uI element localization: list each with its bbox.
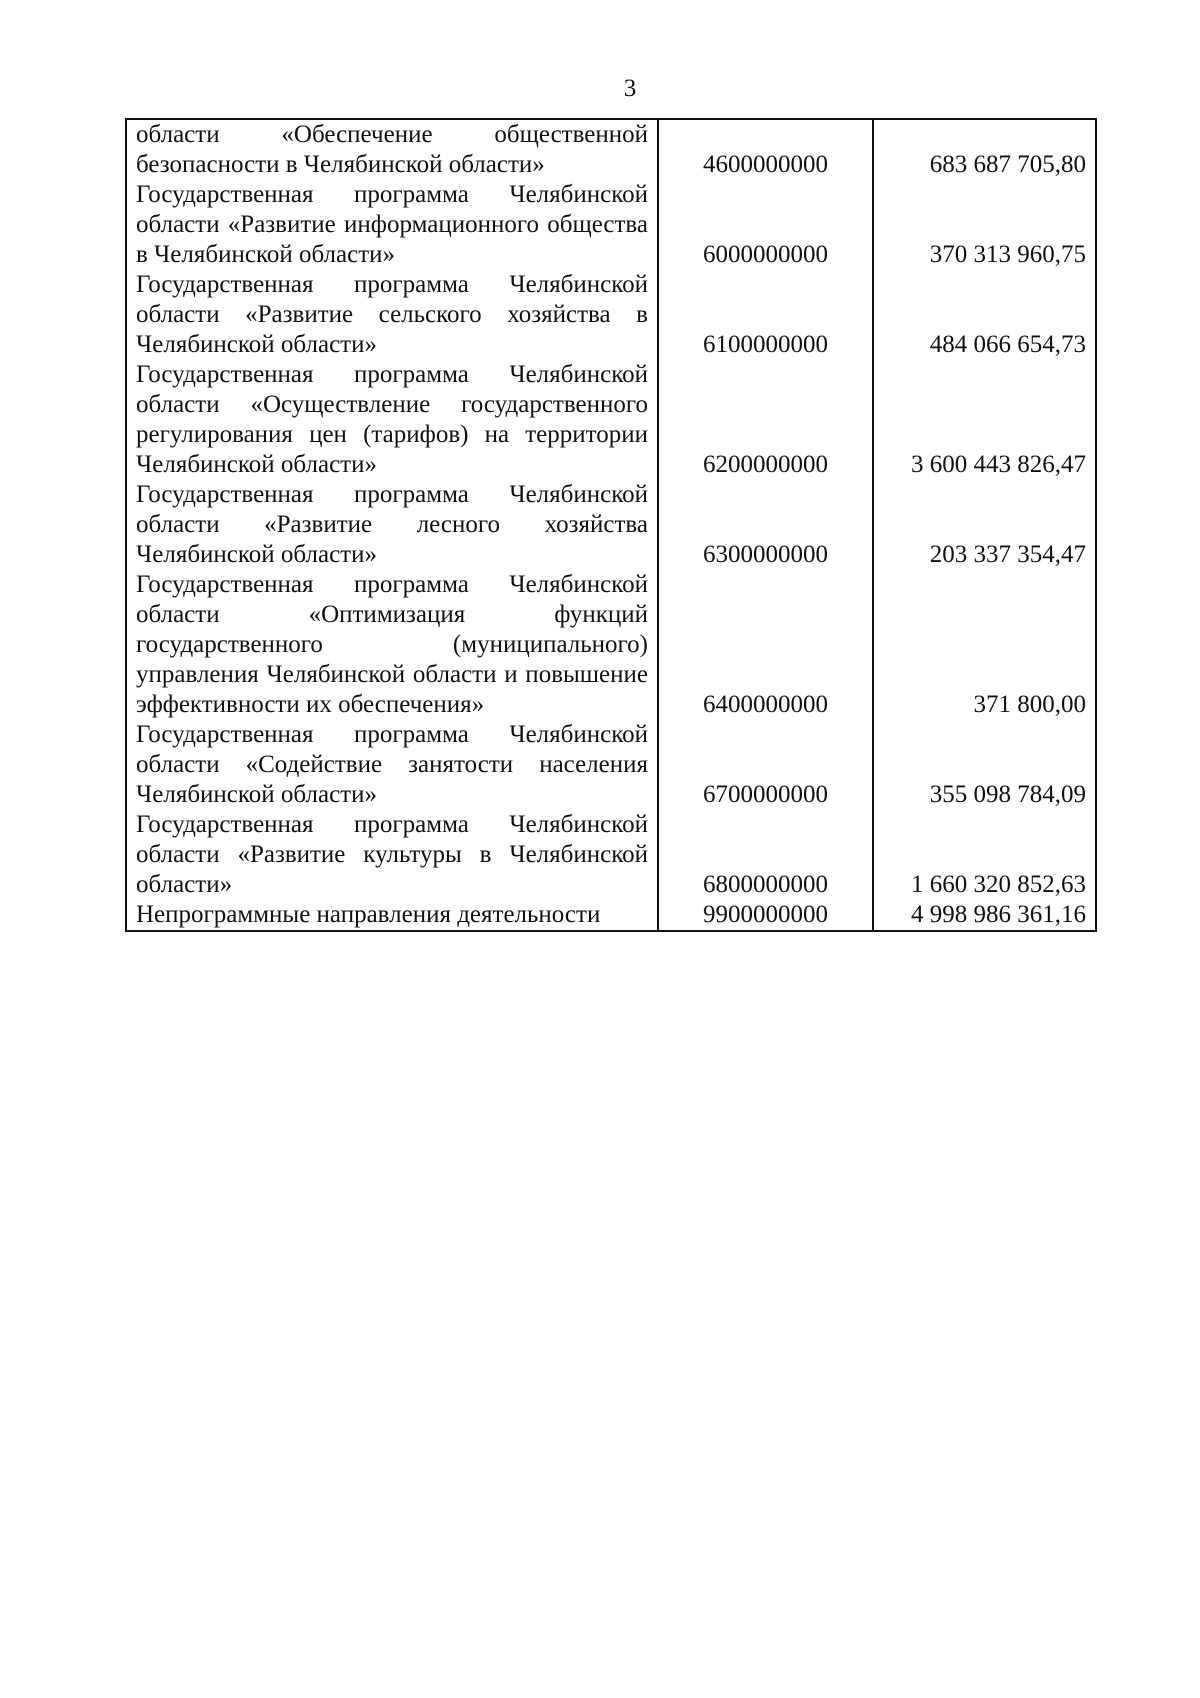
program-name: Государственная программа Челябинской области «Развитие лесного хозяйства Челябинской области» xyxy=(126,480,658,570)
program-name: Государственная программа Челябинской области «Осуществление государственного регулирования цен (тарифов) на территории Челябинской области» xyxy=(126,360,658,480)
program-code: 6000000000 xyxy=(658,180,873,270)
program-amount: 1 660 320 852,63 xyxy=(873,810,1096,900)
program-amount: 683 687 705,80 xyxy=(873,119,1096,180)
program-amount: 3 600 443 826,47 xyxy=(873,360,1096,480)
program-code: 6700000000 xyxy=(658,720,873,810)
program-name: области «Обеспечение общественной безопасности в Челябинской области» xyxy=(126,119,658,180)
table-row xyxy=(126,720,1096,810)
page-number: 3 xyxy=(623,75,637,102)
table-row xyxy=(126,570,1096,720)
table-row xyxy=(126,180,1096,270)
program-name: Государственная программа Челябинской области «Развитие информационного общества в Челябинской области» xyxy=(126,180,658,270)
table-row xyxy=(126,360,1096,480)
program-amount: 370 313 960,75 xyxy=(873,180,1096,270)
table-row xyxy=(126,900,1096,931)
program-code: 6200000000 xyxy=(658,360,873,480)
table-row xyxy=(126,119,1096,180)
program-name: Государственная программа Челябинской области «Развитие культуры в Челябинской области» xyxy=(126,810,658,900)
program-amount: 484 066 654,73 xyxy=(873,270,1096,360)
program-code: 6800000000 xyxy=(658,810,873,900)
program-name: Государственная программа Челябинской области «Оптимизация функций государственного (муниципального) управления Челябинской области и повышение эффективности их обеспечения» xyxy=(126,570,658,720)
program-code: 9900000000 xyxy=(658,900,873,931)
table-row xyxy=(126,270,1096,360)
program-code: 6400000000 xyxy=(658,570,873,720)
program-name: Государственная программа Челябинской области «Развитие сельского хозяйства в Челябинской области» xyxy=(126,270,658,360)
program-amount: 203 337 354,47 xyxy=(873,480,1096,570)
program-amount: 355 098 784,09 xyxy=(873,720,1096,810)
program-code: 6100000000 xyxy=(658,270,873,360)
budget-table xyxy=(125,118,1097,932)
program-name: Государственная программа Челябинской области «Содействие занятости населения Челябинской области» xyxy=(126,720,658,810)
program-name: Непрограммные направления деятельности xyxy=(126,900,658,931)
table-row xyxy=(126,480,1096,570)
program-code: 4600000000 xyxy=(658,119,873,180)
program-amount: 371 800,00 xyxy=(873,570,1096,720)
program-code: 6300000000 xyxy=(658,480,873,570)
table-row xyxy=(126,810,1096,900)
program-amount: 4 998 986 361,16 xyxy=(873,900,1096,931)
